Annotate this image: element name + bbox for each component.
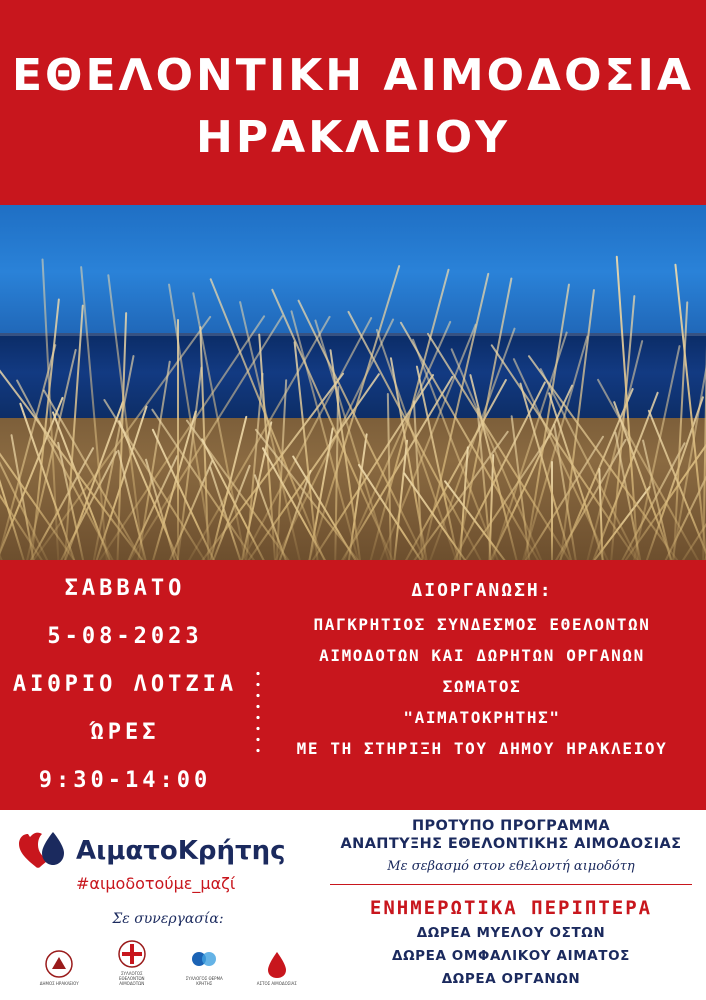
brand-name: ΑιματοΚρήτης [76,836,286,866]
cooperation-logos [18,937,318,986]
blood-drop-heart-icon [18,830,66,872]
partner-logo [108,937,156,986]
beach-photo [0,205,706,560]
partner-caption: ΑΣΤΟΣ ΑΙΜΟΔΟΣΙΑΣ [256,981,297,986]
dune-grass [0,205,706,560]
kiosks-title: ΕΝΗΜΕΡΩΤΙΚΑ ΠΕΡΙΠΤΕΡΑ [369,897,653,920]
organizer-line: ΜΕ ΤΗ ΣΤΗΡΙΞΗ ΤΟΥ ΔΗΜΟΥ ΗΡΑΚΛΕΙΟΥ [296,739,668,758]
poster-footer [0,810,706,1000]
event-venue: ΑΙΘΡΙΟ ΛΟΤΖΙΑ [12,672,238,697]
event-hours: 9:30-14:00 [38,768,212,793]
partner-logo [253,947,301,986]
partner-caption: ΣΥΛΛΟΓΟΣ ΘΕΡΜΑ ΚΡΗΤΗΣ [185,976,223,986]
kiosk-item: ΔΩΡΕΑ ΜΥΕΛΟΥ ΟΣΤΩΝ [416,925,606,942]
blood-donors-association-logo [108,937,156,971]
program-block [330,818,692,988]
partner-logo [180,942,228,986]
organizer-title: ΔΙΟΡΓΑΝΩΣΗ: [411,580,553,601]
organizer-line: ΣΩΜΑΤΟΣ [442,677,522,696]
cooperation-label: Σε συνεργασία: [112,911,224,927]
program-respect-note: Με σεβασμό στον εθελοντή αιμοδότη [387,859,635,875]
brand-hashtag: #αιμοδοτούμε_μαζί [76,874,236,893]
partner-caption: ΣΥΛΛΟΓΟΣ ΕΘΕΛΟΝΤΩΝ ΑΙΜΟΔΟΤΩΝ [118,971,145,986]
branding-block [18,830,318,986]
event-date: 5-08-2023 [47,624,203,649]
event-day: ΣΑΒΒΑΤΟ [64,576,186,601]
blue-cross-association-logo [180,942,228,976]
poster-header [0,0,706,205]
program-line1: ΠΡΟΤΥΠΟ ΠΡΟΓΡΑΜΜΑ [411,818,611,834]
dotted-divider [256,668,260,756]
program-line2: ΑΝΑΠΤΥΞΗΣ ΕΘΕΛΟΝΤΙΚΗΣ ΑΙΜΟΔΟΣΙΑΣ [340,835,682,852]
event-info-band [0,560,706,810]
poster-title-line1: ΕΘΕΛΟΝΤΙΚΗ ΑΙΜΟΔΟΣΙΑ [12,49,694,101]
poster-title-line2: ΗΡΑΚΛΕΙΟΥ [196,111,510,163]
kiosk-item: ΔΩΡΕΑ ΟΡΓΑΝΩΝ [441,971,581,988]
organizer-line: "ΑΙΜΑΤΟΚΡΗΤΗΣ" [403,708,561,727]
footer-divider [330,884,692,885]
red-drop-association-logo [253,947,301,981]
brand-row [18,830,318,872]
event-details [0,578,250,818]
organizer-line: ΠΑΓΚΡΗΤΙΟΣ ΣΥΝΔΕΣΜΟΣ ΕΘΕΛΟΝΤΩΝ [313,615,651,634]
kiosk-item: ΔΩΡΕΑ ΟΜΦΑΛΙΚΟΥ ΑΙΜΑΤΟΣ [392,948,630,965]
event-hours-label: ΏΡΕΣ [90,720,160,745]
partner-logo [35,947,83,986]
municipality-heraklion-logo [35,947,83,981]
organizer-block [272,580,692,772]
partner-caption: ΔΗΜΟΣ ΗΡΑΚΛΕΙΟΥ [39,981,79,986]
organizer-line: ΑΙΜΟΔΟΤΩΝ ΚΑΙ ΔΩΡΗΤΩΝ ΟΡΓΑΝΩΝ [319,646,645,665]
